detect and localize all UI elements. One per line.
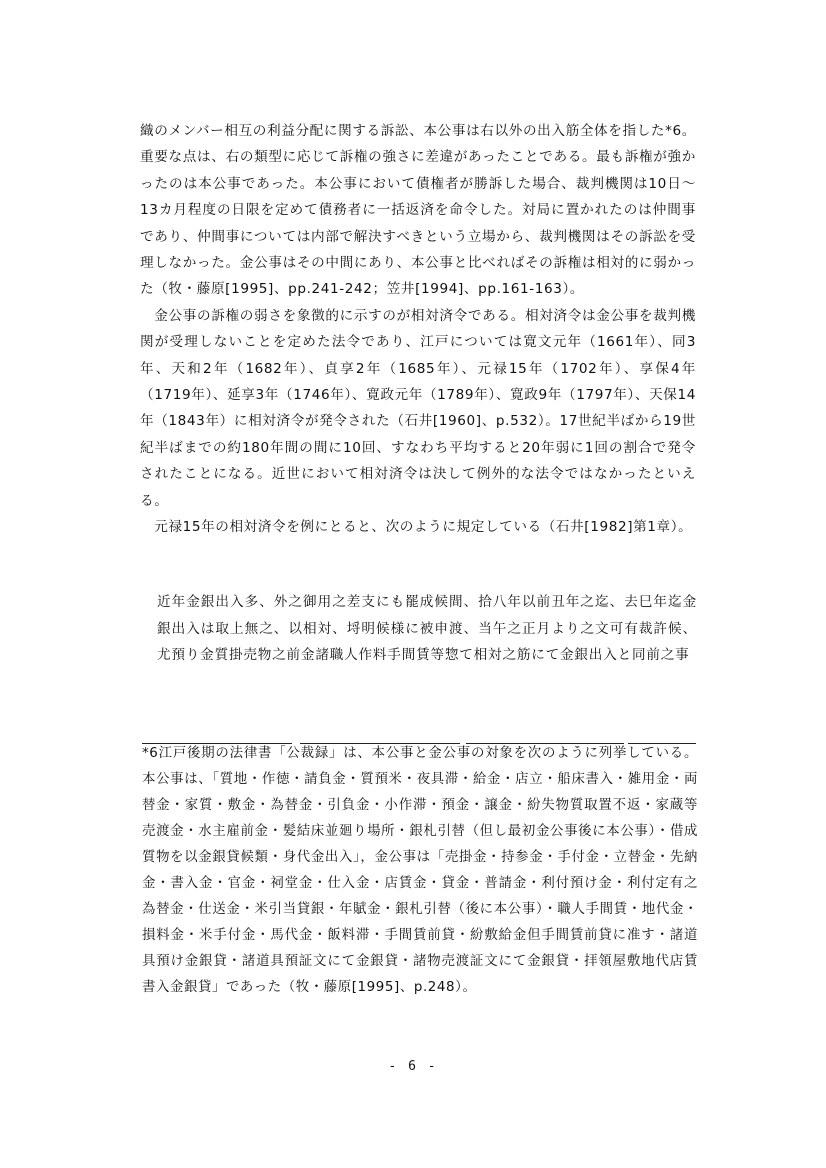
body-paragraph-2: 金公事の訴権の弱さを象徴的に示すのが相対済令である。相対済令は金公事を裁判機関が受理しないことを定めた法令であり、江戸については寛文元年（1661年）、同3年、天和2年（1682年）、貞享2年（1685年）、元禄15年（1702年）、享保4年（1719年）、延享3年（1746年）、寛政元年（1789年）、寛政9年（1797年）、天保14年（1843年）に相対済令が発令された（石井[1960]、p.532）。17世紀半ばから19世紀半ばまでの約180年間の間に10回、すなわち平均すると20年弱に1回の割合で発令されたことになる。近世において相対済令は決して例外的な法令ではなかったといえる。 (140, 307, 696, 509)
body-paragraph-3: 元禄15年の相対済令を例にとると、次のように規定している（石井[1982]第1章）。 (140, 519, 693, 536)
page-number: - 6 - (388, 1059, 438, 1074)
body-paragraph-1: 織のメンバー相互の利益分配に関する訴訟、本公事は右以外の出入筋全体を指した*6。重要な点は、右の類型に応じて訴権の強さに差違があったことである。最も訴権が強かったのは本公事であった。本公事において債権者が勝訴した場合、裁判機関は10日～13カ月程度の日限を定めて債務者に一括返済を命令した。対局に置かれたのは仲間事であり、仲間事については内部で解決すべきという立場から、裁判機関はその訴訟を受理しなかった。金公事はその中間にあり、本公事と比べればその訴権は相対的に弱かった（牧・藤原[1995]、pp.241-242；笠井[1994]、pp.161-163）。 (140, 123, 696, 298)
main-body-text (140, 118, 696, 541)
footnote-6: *6江戸後期の法律書「公裁録」は、本公事と金公事の対象を次のように列挙している。本公事は、「質地・作徳・請負金・質預米・夜具滞・給金・店立・船床書入・雑用金・両替金・家質・敷金・為替金・引負金・小作滞・預金・譲金・紛失物質取置不返・家蔵等売渡金・水主雇前金・髪結床並廻り場所・銀札引替（但し最初金公事後に本公事）・借成質物を以金銀貸候類・身代金出入」，金公事は「売掛金・持参金・手付金・立替金・先納金・書入金・官金・祠堂金・仕入金・店賃金・貸金・普請金・利付預け金・利付定有之為替金・仕送金・米引当貸銀・年賦金・銀札引替（後に本公事）・職人手間賃・地代金・損料金・米手付金・馬代金・飯料滞・手間賃前貸・紛敷給金但手間賃前貸に准す・諸道具預け金銀貸・諸道具預証文にて金銀貸・諸物売渡証文にて金銀貸・拝領屋敷地代店賃書入金銀貸」であった（牧・藤原[1995]、p.248）。 (142, 746, 698, 995)
quoted-edict-text: 近年金銀出入多、外之御用之差支にも罷成候間、拾八年以前丑年之迄、去巳年迄金銀出入は取上無之、以相対、埒明候様に被申渡、当午之正月より之文可有裁許候、尤預り金質掛売物之前金諸職人作料手間賃等惣て相対之筋にて金銀出入と同前之事 (157, 594, 697, 663)
